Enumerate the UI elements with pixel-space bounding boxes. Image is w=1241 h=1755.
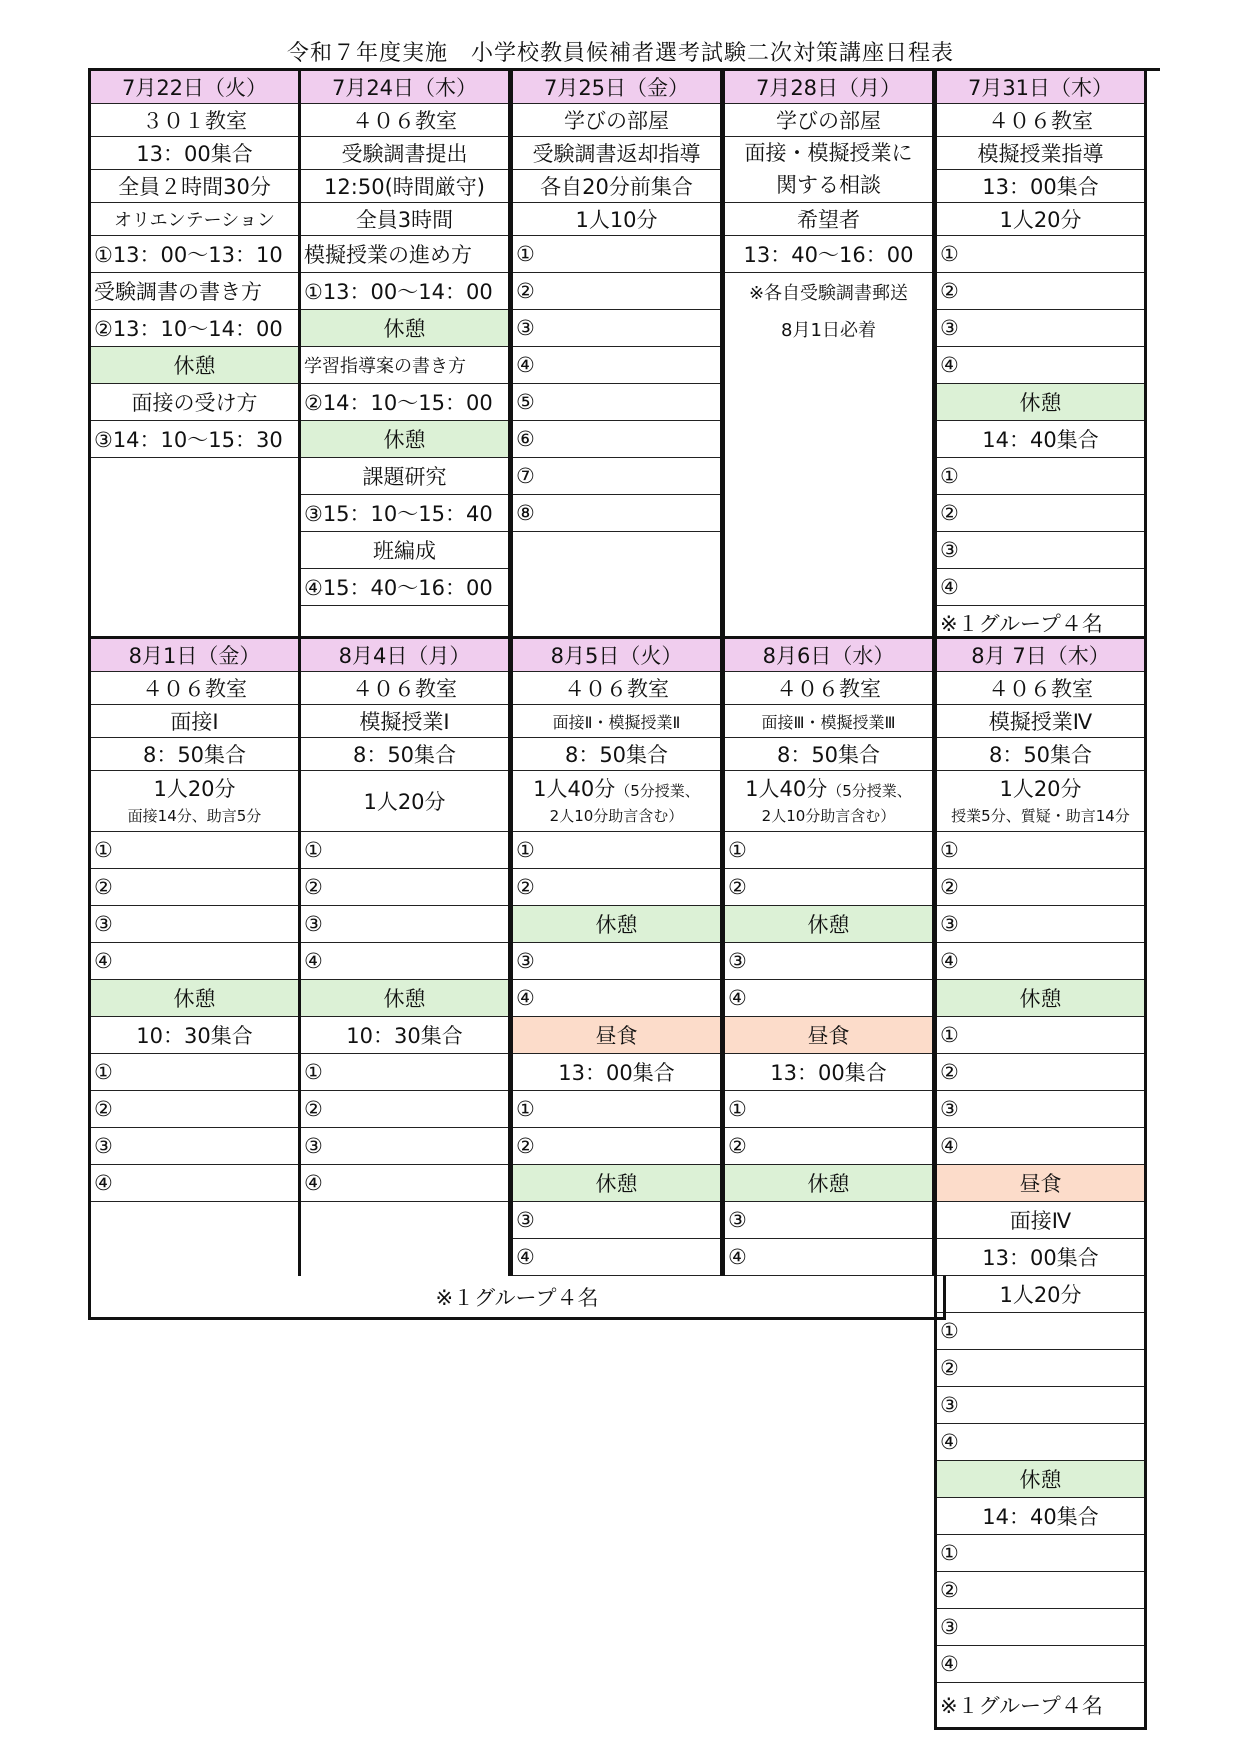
slot-cell: ③ [937, 532, 1144, 569]
slot-cell: ④ [937, 1424, 1144, 1461]
day-column-0801 [88, 639, 301, 1276]
duration-line [745, 777, 912, 802]
duration-cell [91, 771, 298, 832]
slot-cell: ① [301, 832, 508, 869]
session-name: 面接Ⅱ・模擬授業Ⅱ [513, 705, 720, 738]
room: 学びの部屋 [725, 104, 932, 137]
note-line: ※各自受験調書郵送 [748, 282, 909, 304]
slot-cell: ⑤ [513, 384, 720, 421]
duration: 1人40分 [533, 777, 616, 802]
date-header: 8月6日（水） [725, 639, 932, 672]
slot-cell: ④ [725, 1239, 932, 1276]
slot-cell: ③ [725, 943, 932, 980]
duration: 1人40分 [745, 777, 828, 802]
gather-time: 13：00集合 [937, 1239, 1144, 1276]
day-column-0722 [88, 71, 301, 639]
slot-cell: ③ [91, 906, 298, 943]
gather-time: 10：30集合 [301, 1017, 508, 1054]
break-cell: 休憩 [301, 310, 508, 347]
slot-cell: ② [725, 869, 932, 906]
slot-cell: ④ [91, 943, 298, 980]
slot-cell: ① [91, 1054, 298, 1091]
slot-cell: ① [937, 236, 1144, 273]
gather-time: 8：50集合 [513, 738, 720, 771]
slot-cell: ④ [301, 1165, 508, 1202]
schedule-item: 課題研究 [301, 458, 508, 495]
break-cell: 休憩 [937, 1461, 1144, 1498]
duration: 1人20分 [999, 777, 1082, 802]
duration-sub: 授業5分、質疑・助言14分 [951, 806, 1130, 825]
schedule-item: ③14：10〜15：30 [91, 421, 298, 458]
slot-cell: ② [937, 1350, 1144, 1387]
schedule-item: ②13：10〜14：00 [91, 310, 298, 347]
slot-cell: ② [937, 273, 1144, 310]
slot-cell: ② [937, 1054, 1144, 1091]
day-column-0724 [298, 71, 511, 639]
schedule-item: 面接の受け方 [91, 384, 298, 421]
slot-cell: ③ [937, 1609, 1144, 1646]
break-cell: 休憩 [937, 384, 1144, 421]
session-name: 模擬授業Ⅳ [937, 705, 1144, 738]
session-name: 面接Ⅳ [937, 1202, 1144, 1239]
date-header: 8月5日（火） [513, 639, 720, 672]
slot-cell: ① [937, 832, 1144, 869]
slot-cell: ④ [301, 943, 508, 980]
schedule-item: 受験調書返却指導 [513, 137, 720, 170]
duration-line [533, 777, 700, 802]
schedule-item: ①13：00〜13：10 [91, 236, 298, 273]
duration-cell [937, 771, 1144, 832]
duration-sub: 2人10分助言含む） [761, 806, 896, 825]
schedule-item: 全員3時間 [301, 203, 508, 236]
schedule-item: 13：40〜16：00 [725, 236, 932, 273]
slot-cell: ① [91, 832, 298, 869]
break-cell: 休憩 [937, 980, 1144, 1017]
duration: 1人20分 [153, 777, 236, 802]
slot-cell: ⑥ [513, 421, 720, 458]
room: ４０６教室 [937, 672, 1144, 705]
slot-cell: ① [937, 458, 1144, 495]
duration-cell [725, 771, 932, 832]
schedule-item: 受験調書の書き方 [91, 273, 298, 310]
schedule-item: 14：40集合 [937, 421, 1144, 458]
room: ４０６教室 [301, 104, 508, 137]
room: 学びの部屋 [513, 104, 720, 137]
schedule-item: 受験調書提出 [301, 137, 508, 170]
duration-note: （5分授業、 [827, 782, 912, 801]
day-column-0725 [510, 71, 723, 639]
date-header: 8月 7日（木） [937, 639, 1144, 672]
gather-time: 10：30集合 [91, 1017, 298, 1054]
slot-cell: ② [937, 1572, 1144, 1609]
slot-cell: ④ [725, 980, 932, 1017]
duration-note: （5分授業、 [615, 782, 700, 801]
schedule-item: 1人20分 [937, 203, 1144, 236]
room: ４０６教室 [725, 672, 932, 705]
slot-cell: ④ [937, 569, 1144, 606]
slot-cell: ③ [513, 310, 720, 347]
slot-cell: ⑧ [513, 495, 720, 532]
note-line: 8月1日必着 [781, 319, 876, 341]
duration-sub: 2人10分助言含む） [549, 806, 684, 825]
consult-line-1: 面接・模擬授業に [744, 141, 913, 166]
slot-cell: ④ [937, 943, 1144, 980]
slot-cell: ② [513, 1128, 720, 1165]
date-header: 7月24日（木） [301, 71, 508, 104]
day-column-0728 [722, 71, 935, 639]
schedule-item: 13：00集合 [91, 137, 298, 170]
schedule-item: 班編成 [301, 532, 508, 569]
slot-cell: ② [91, 869, 298, 906]
slot-cell: ③ [513, 943, 720, 980]
room: ４０６教室 [301, 672, 508, 705]
gather-time: 14：40集合 [937, 1498, 1144, 1535]
slot-cell: ④ [937, 1128, 1144, 1165]
schedule-item: 希望者 [725, 203, 932, 236]
break-cell: 休憩 [513, 906, 720, 943]
session-name: 面接Ⅰ [91, 705, 298, 738]
break-cell: 休憩 [513, 1165, 720, 1202]
date-header: 7月25日（金） [513, 71, 720, 104]
slot-cell: ④ [513, 980, 720, 1017]
slot-cell: ① [937, 1017, 1144, 1054]
group-note: ※１グループ４名 [940, 1694, 1103, 1718]
slot-cell: ① [513, 236, 720, 273]
date-header: 7月31日（木） [937, 71, 1144, 104]
date-header: 7月22日（火） [91, 71, 298, 104]
schedule-item: 各自20分前集合 [513, 170, 720, 203]
room: ４０６教室 [91, 672, 298, 705]
slot-cell: ③ [725, 1202, 932, 1239]
group-note: ※１グループ４名 [88, 1276, 946, 1320]
slot-cell: ③ [301, 1128, 508, 1165]
slot-cell: ① [513, 1091, 720, 1128]
schedule-item: 全員２時間30分 [91, 170, 298, 203]
slot-cell: ③ [301, 906, 508, 943]
slot-cell: ② [91, 1091, 298, 1128]
slot-cell: ① [725, 832, 932, 869]
slot-cell: ② [513, 273, 720, 310]
consult-line-2: 関する相談 [776, 172, 881, 197]
date-header: 8月1日（金） [91, 639, 298, 672]
slot-cell: ① [301, 1054, 508, 1091]
schedule-item: 模擬授業の進め方 [301, 236, 508, 273]
gather-time: 8：50集合 [725, 738, 932, 771]
slot-cell: ④ [937, 1646, 1144, 1683]
duration: 1人20分 [937, 1276, 1144, 1313]
gather-time: 13：00集合 [513, 1054, 720, 1091]
date-header: 8月4日（月） [301, 639, 508, 672]
duration-cell [513, 771, 720, 832]
slot-cell: ③ [937, 1387, 1144, 1424]
room: ４０６教室 [937, 104, 1144, 137]
break-cell: 休憩 [725, 1165, 932, 1202]
lunch-cell: 昼食 [725, 1017, 932, 1054]
schedule-item: ①13：00〜14：00 [301, 273, 508, 310]
gather-time: 13：00集合 [725, 1054, 932, 1091]
day-column-0804 [298, 639, 511, 1276]
break-cell: 休憩 [91, 980, 298, 1017]
day-column-0805 [510, 639, 723, 1276]
slot-cell: ③ [937, 1091, 1144, 1128]
gather-time: 8：50集合 [301, 738, 508, 771]
slot-cell: ④ [513, 1239, 720, 1276]
lunch-cell: 昼食 [513, 1017, 720, 1054]
schedule-item: 模擬授業指導 [937, 137, 1144, 170]
date-header: 7月28日（月） [725, 71, 932, 104]
page-title: 令和７年度実施 小学校教員候補者選考試験二次対策講座日程表 [286, 41, 954, 66]
duration: 1人20分 [301, 771, 508, 832]
schedule-item: オリエンテーション [91, 203, 298, 236]
slot-cell: ④ [937, 347, 1144, 384]
duration-sub: 面接14分、助言5分 [127, 806, 262, 825]
schedule-item: 1人10分 [513, 203, 720, 236]
schedule-item: ②14：10〜15：00 [301, 384, 508, 421]
slot-cell: ③ [513, 1202, 720, 1239]
session-name: 面接Ⅲ・模擬授業Ⅲ [725, 705, 932, 738]
slot-cell: ① [937, 1313, 1144, 1350]
room: ３０１教室 [91, 104, 298, 137]
gather-time: 8：50集合 [91, 738, 298, 771]
slot-cell: ③ [937, 906, 1144, 943]
consult-cell [725, 137, 932, 203]
break-cell: 休憩 [301, 980, 508, 1017]
break-cell: 休憩 [301, 421, 508, 458]
slot-cell: ② [725, 1128, 932, 1165]
slot-cell: ④ [91, 1165, 298, 1202]
slot-cell: ② [937, 495, 1144, 532]
day-column-0806 [722, 639, 935, 1276]
schedule-item: 13：00集合 [937, 170, 1144, 203]
schedule-item: ③15：10〜15：40 [301, 495, 508, 532]
slot-cell: ③ [91, 1128, 298, 1165]
day-column-0807 [934, 639, 1147, 1730]
break-cell: 休憩 [725, 906, 932, 943]
slot-cell: ⑦ [513, 458, 720, 495]
gather-time: 8：50集合 [937, 738, 1144, 771]
break-cell: 休憩 [91, 347, 298, 384]
day-column-0731 [934, 71, 1147, 639]
slot-cell: ① [725, 1091, 932, 1128]
schedule-item: 学習指導案の書き方 [301, 347, 508, 384]
group-note: ※１グループ４名 [940, 611, 1103, 636]
slot-cell: ④ [513, 347, 720, 384]
slot-cell: ② [513, 869, 720, 906]
lunch-cell: 昼食 [937, 1165, 1144, 1202]
session-name: 模擬授業Ⅰ [301, 705, 508, 738]
room: ４０６教室 [513, 672, 720, 705]
schedule-item: ④15：40〜16：00 [301, 569, 508, 606]
slot-cell: ① [513, 832, 720, 869]
slot-cell: ② [301, 1091, 508, 1128]
schedule-item: 12:50(時間厳守) [301, 170, 508, 203]
slot-cell: ② [301, 869, 508, 906]
slot-cell: ③ [937, 310, 1144, 347]
slot-cell: ② [937, 869, 1144, 906]
slot-cell: ① [937, 1535, 1144, 1572]
